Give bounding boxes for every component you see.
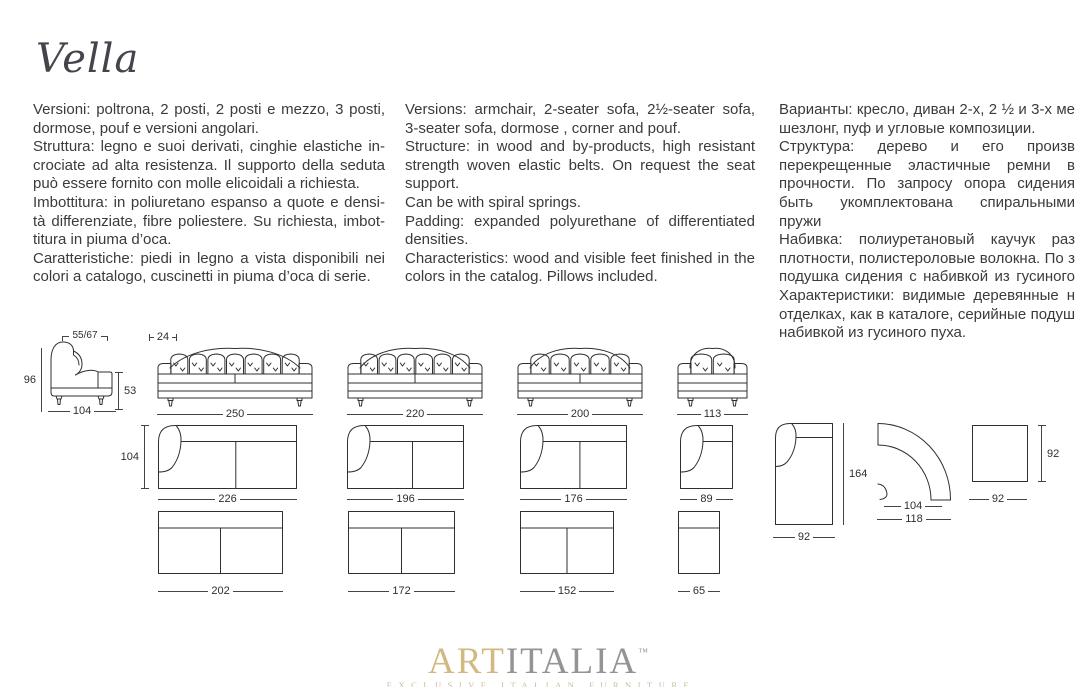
- text-line: перекрещенные эластичные ремни в: [779, 156, 1075, 174]
- text-line: Can be with spiral springs.: [405, 193, 581, 211]
- logo-art-text: ART: [428, 641, 506, 682]
- text-line: Imbottitura: in poliuretano espanso a quote e densi-: [33, 193, 385, 211]
- catalog-page: Vella Versioni: poltrona, 2 posti, 2 posti e mezzo, 3 posti, dormose, pouf e versioni angolari. Struttura: legno e suoi derivati, cinghie elastiche in- crociate ad alta resistenza. Il supporto della seduta può essere fornito con molle elicoidali a richiesta. Imbottitura: in poliuretano espanso a quote e densi- tà differenziate, fibre poliestere. Su richiesta, imbot- titura in piuma d’oca. Caratteristiche: piedi in legno a vista disponibili nei colori a catalogo, cuscinetti in piuma d’oca di serie. Versions: armchair, 2-seater sofa, 2½-seater sofa, 3-seater sofa, dormose , corner and pouf. Structure: in wood and by-products, high resistant strength woven elastic belts. On request the seat support. Can be with spiral springs. Padding: expanded polyurethane of differentiated densities. Characteristics: wood and visible feet finished in the colors in the catalog. Pillows included. Варианты: кресло, диван 2-х, 2 ½ и 3-х ме шезлонг, пуф и угловые композиции. Структура: дерево и его произв перекрещенные эластичные ремни в прочности. По запросу опора сидения быть укомплектована спиральными пружи Набивка: полиуретановый каучук раз плотности, полистероловые волокна. По з подушка сидения с набивкой из гусиного Характеристики: видимые деревянные н отделках, как в каталоге, серийные подуш набивкой из гусиного пуха. 55/67 96 53 104 24 250 220 200 113 104 226 196 176 89 164 92 104 118 92 92 202 172 152 65 ARTITALIA™ EXCLUSIVE ITALIAN FURNITURE: [0, 0, 1076, 687]
- text-line: 3-seater sofa, dormose , corner and pouf.: [405, 119, 681, 137]
- text-line: support.: [405, 175, 460, 193]
- dim-seat-2seater: 152: [520, 585, 614, 597]
- sofa-250-front-drawing: [157, 344, 313, 408]
- text-line: Характеристики: видимые деревянные н: [779, 286, 1075, 304]
- dim-armchair-top-width: 55/67: [62, 330, 108, 342]
- text-line: dormose, pouf e versioni angolari.: [33, 119, 259, 137]
- dim-top-25seater: 196: [347, 493, 464, 505]
- seat-65-top-drawing: [678, 511, 720, 574]
- seat-172-top-drawing: [348, 511, 455, 574]
- seat-152-top-drawing: [520, 511, 614, 574]
- text-line: отделках, как в каталоге, серийные подуш: [779, 305, 1075, 323]
- logo-italia-text: ITALIA: [505, 641, 639, 682]
- text-line: плотности, полистероловые волокна. По з: [779, 249, 1075, 267]
- brand-logo-wordmark: [0, 636, 1076, 682]
- text-line: прочности. По запросу опора сидения: [779, 175, 1075, 193]
- text-line: crociate ad alta resistenza. Il supporto della seduta: [33, 156, 385, 174]
- dim-front-armchair: 113: [677, 408, 748, 420]
- dim-front-25seater: 220: [347, 408, 483, 420]
- text-line: Padding: expanded polyurethane of differentiated: [405, 212, 755, 230]
- text-line: colors in the catalog. Pillows included.: [405, 268, 658, 286]
- armchair-side-view-drawing: [46, 338, 118, 410]
- trademark-symbol: ™: [638, 647, 648, 658]
- dim-corner-outer: 118: [877, 513, 951, 525]
- text-column-english: [405, 101, 755, 287]
- dim-corner-inner: 104: [884, 500, 942, 512]
- text-line: Structure: in wood and by-products, high resistant: [405, 138, 755, 156]
- model-title: Vella: [36, 36, 140, 82]
- text-line: Варианты: кресло, диван 2-х, 2 ½ и 3-х ме: [779, 101, 1075, 118]
- text-line: Versioni: poltrona, 2 posti, 2 posti e mezzo, 3 posti,: [33, 101, 385, 118]
- dim-front-2seater: 200: [517, 408, 643, 420]
- text-line: Versions: armchair, 2-seater sofa, 2½-seater sofa,: [405, 101, 755, 118]
- text-line: può essere fornito con molle elicoidali a richiesta.: [33, 175, 360, 193]
- text-column-russian: [779, 101, 1075, 343]
- seat-202-top-drawing: [158, 511, 283, 574]
- text-line: набивкой из гусиного пуха.: [779, 324, 967, 342]
- dim-sofa-arm-width: 24: [149, 331, 177, 343]
- sofa-196-top-drawing: [347, 425, 464, 489]
- dim-front-3seater: 250: [157, 408, 313, 420]
- armchair-113-front-drawing: [677, 344, 748, 408]
- text-line: titura in piuma d’oca.: [33, 231, 172, 249]
- brand-tagline: EXCLUSIVE ITALIAN FURNITURE: [386, 680, 696, 687]
- dim-seat-25seater: 172: [348, 585, 455, 597]
- text-line: Struttura: legno e suoi derivati, cinghie elastiche in-: [33, 138, 385, 156]
- dim-dormose-width: 92: [773, 531, 835, 543]
- dim-top-2seater: 176: [520, 493, 627, 505]
- text-line: быть укомплектована спиральными пружи: [779, 193, 1075, 230]
- dim-top-3seater: 226: [158, 493, 297, 505]
- dim-seat-3seater: 202: [158, 585, 283, 597]
- dim-seat-pouf: 65: [678, 585, 720, 597]
- sofa-200-front-drawing: [517, 344, 643, 408]
- text-line: Characteristics: wood and visible feet finished in the: [405, 249, 755, 267]
- dormose-top-view-drawing: [775, 423, 833, 525]
- sofa-220-front-drawing: [347, 344, 483, 408]
- text-line: Caratteristiche: piedi in legno a vista disponibili nei: [33, 249, 385, 267]
- brand-logo: [0, 636, 1076, 687]
- text-column-italian: [33, 101, 385, 287]
- text-line: tà differenziate, fibre poliestere. Su richiesta, imbot-: [33, 212, 385, 230]
- text-line: Структура: дерево и его произв: [779, 138, 1075, 156]
- pouf-top-view-drawing: [972, 425, 1028, 482]
- armchair-89-top-drawing: [680, 425, 733, 489]
- sofa-176-top-drawing: [520, 425, 627, 489]
- text-line: подушка сидения с набивкой из гусиного: [779, 268, 1075, 286]
- sofa-226-top-drawing: [158, 425, 297, 489]
- dim-pouf-width: 92: [969, 493, 1027, 505]
- text-line: Набивка: полиуретановый каучук раз: [779, 231, 1075, 249]
- dim-top-armchair: 89: [680, 493, 733, 505]
- text-line: densities.: [405, 231, 469, 249]
- corner-unit-top-view-drawing: [877, 423, 952, 501]
- dim-armchair-depth: 104: [48, 405, 116, 417]
- text-line: шезлонг, пуф и угловые композиции.: [779, 119, 1036, 137]
- text-line: colori a catalogo, cuscinetti in piuma d’oca di serie.: [33, 268, 371, 286]
- text-line: strength woven elastic belts. On request the seat: [405, 156, 755, 174]
